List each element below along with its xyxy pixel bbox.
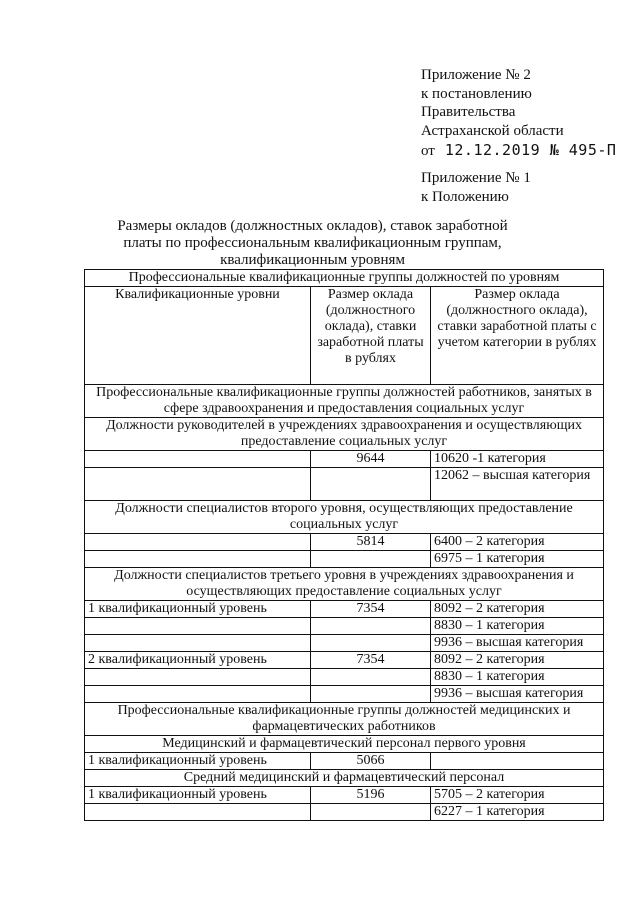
- salary-cell: 7354: [311, 601, 431, 618]
- table-top-header-row: [85, 270, 604, 287]
- section-title: Должности специалистов третьего уровня в учреждениях здравоохранения и осуществляющих предоставление социальных услуг: [85, 568, 604, 601]
- table-row: [85, 804, 604, 821]
- category-cell: 6227 – 1 категория: [431, 804, 604, 821]
- salary-cell: 5066: [311, 753, 431, 770]
- salary-cell: [311, 468, 431, 501]
- table-row: [85, 601, 604, 618]
- salary-cell: 9644: [311, 451, 431, 468]
- salary-cell: [311, 618, 431, 635]
- salary-cell: [311, 635, 431, 652]
- section-row: [85, 770, 604, 787]
- date-line: [421, 141, 616, 161]
- column-header-salary: Размер оклада (должностного оклада), ставки заработной платы в рублях: [311, 287, 431, 385]
- table-row: [85, 652, 604, 669]
- category-cell: 8092 – 2 категория: [431, 601, 604, 618]
- regulation-appendix: [421, 169, 531, 206]
- table-row: [85, 551, 604, 568]
- level-cell: [85, 686, 311, 703]
- section-title: Средний медицинский и фармацевтический персонал: [85, 770, 604, 787]
- resolution-header: [421, 66, 616, 161]
- category-cell: 10620 -1 категория: [431, 451, 604, 468]
- level-cell: 1 квалификационный уровень: [85, 787, 311, 804]
- salary-cell: [311, 686, 431, 703]
- salary-cell: [311, 669, 431, 686]
- table-row: [85, 753, 604, 770]
- section-title: Профессиональные квалификационные группы должностей работников, занятых в сфере здравоохранения и предоставления социальных услуг: [85, 385, 604, 418]
- section-row: [85, 736, 604, 753]
- salary-cell: 5814: [311, 534, 431, 551]
- level-cell: [85, 669, 311, 686]
- salary-cell: [311, 804, 431, 821]
- section-row: [85, 568, 604, 601]
- table-row: [85, 686, 604, 703]
- section-title: Медицинский и фармацевтический персонал первого уровня: [85, 736, 604, 753]
- date-number: 12.12.2019 № 495-П: [444, 141, 617, 159]
- salary-cell: 5196: [311, 787, 431, 804]
- to-regulation: к Положению: [421, 188, 509, 205]
- category-cell: 9936 – высшая категория: [431, 686, 604, 703]
- section-row: [85, 703, 604, 736]
- appendix-number: Приложение № 2: [421, 67, 531, 83]
- section-title: Должности специалистов второго уровня, осуществляющих предоставление социальных услуг: [85, 501, 604, 534]
- category-cell: 8830 – 1 категория: [431, 669, 604, 686]
- column-header-category: Размер оклада (должностного оклада), ставки заработной платы с учетом категории в рублях: [431, 287, 604, 385]
- from-label: от: [421, 143, 435, 159]
- column-header-levels: Квалификационные уровни: [85, 287, 311, 385]
- table-column-header-row: [85, 287, 604, 385]
- category-cell: 12062 – высшая категория: [431, 468, 604, 501]
- category-cell: 8830 – 1 категория: [431, 618, 604, 635]
- level-cell: [85, 468, 311, 501]
- document-title: Размеры окладов (должностных окладов), ставок заработной платы по профессиональным квалификационным группам, квалификационным уровням: [117, 218, 508, 268]
- level-cell: [85, 551, 311, 568]
- region: Астраханской области: [421, 122, 564, 139]
- table-row: [85, 468, 604, 501]
- table-row: [85, 451, 604, 468]
- table-row: [85, 669, 604, 686]
- section-row: [85, 418, 604, 451]
- table-row: [85, 534, 604, 551]
- salary-cell: [311, 551, 431, 568]
- section-title: Должности руководителей в учреждениях здравоохранения и осуществляющих предоставление социальных услуг: [85, 418, 604, 451]
- section-title: Профессиональные квалификационные группы должностей медицинских и фармацевтических работников: [85, 703, 604, 736]
- appendix-1: Приложение № 1: [421, 170, 531, 186]
- salary-cell: 7354: [311, 652, 431, 669]
- table-row: [85, 635, 604, 652]
- category-cell: 5705 – 2 категория: [431, 787, 604, 804]
- level-cell: 2 квалификационный уровень: [85, 652, 311, 669]
- category-cell: 9936 – высшая категория: [431, 635, 604, 652]
- level-cell: [85, 635, 311, 652]
- table-top-header: Профессиональные квалификационные группы должностей по уровням: [85, 270, 604, 287]
- level-cell: 1 квалификационный уровень: [85, 601, 311, 618]
- table-row: [85, 618, 604, 635]
- level-cell: [85, 618, 311, 635]
- to-resolution: к постановлению: [421, 85, 532, 102]
- salary-table: [84, 269, 604, 821]
- level-cell: 1 квалификационный уровень: [85, 753, 311, 770]
- level-cell: [85, 534, 311, 551]
- level-cell: [85, 804, 311, 821]
- table-row: [85, 787, 604, 804]
- level-cell: [85, 451, 311, 468]
- section-row: [85, 501, 604, 534]
- category-cell: 8092 – 2 категория: [431, 652, 604, 669]
- government: Правительства: [421, 104, 516, 120]
- section-row: [85, 385, 604, 418]
- category-cell: 6975 – 1 категория: [431, 551, 604, 568]
- category-cell: [431, 753, 604, 770]
- category-cell: 6400 – 2 категория: [431, 534, 604, 551]
